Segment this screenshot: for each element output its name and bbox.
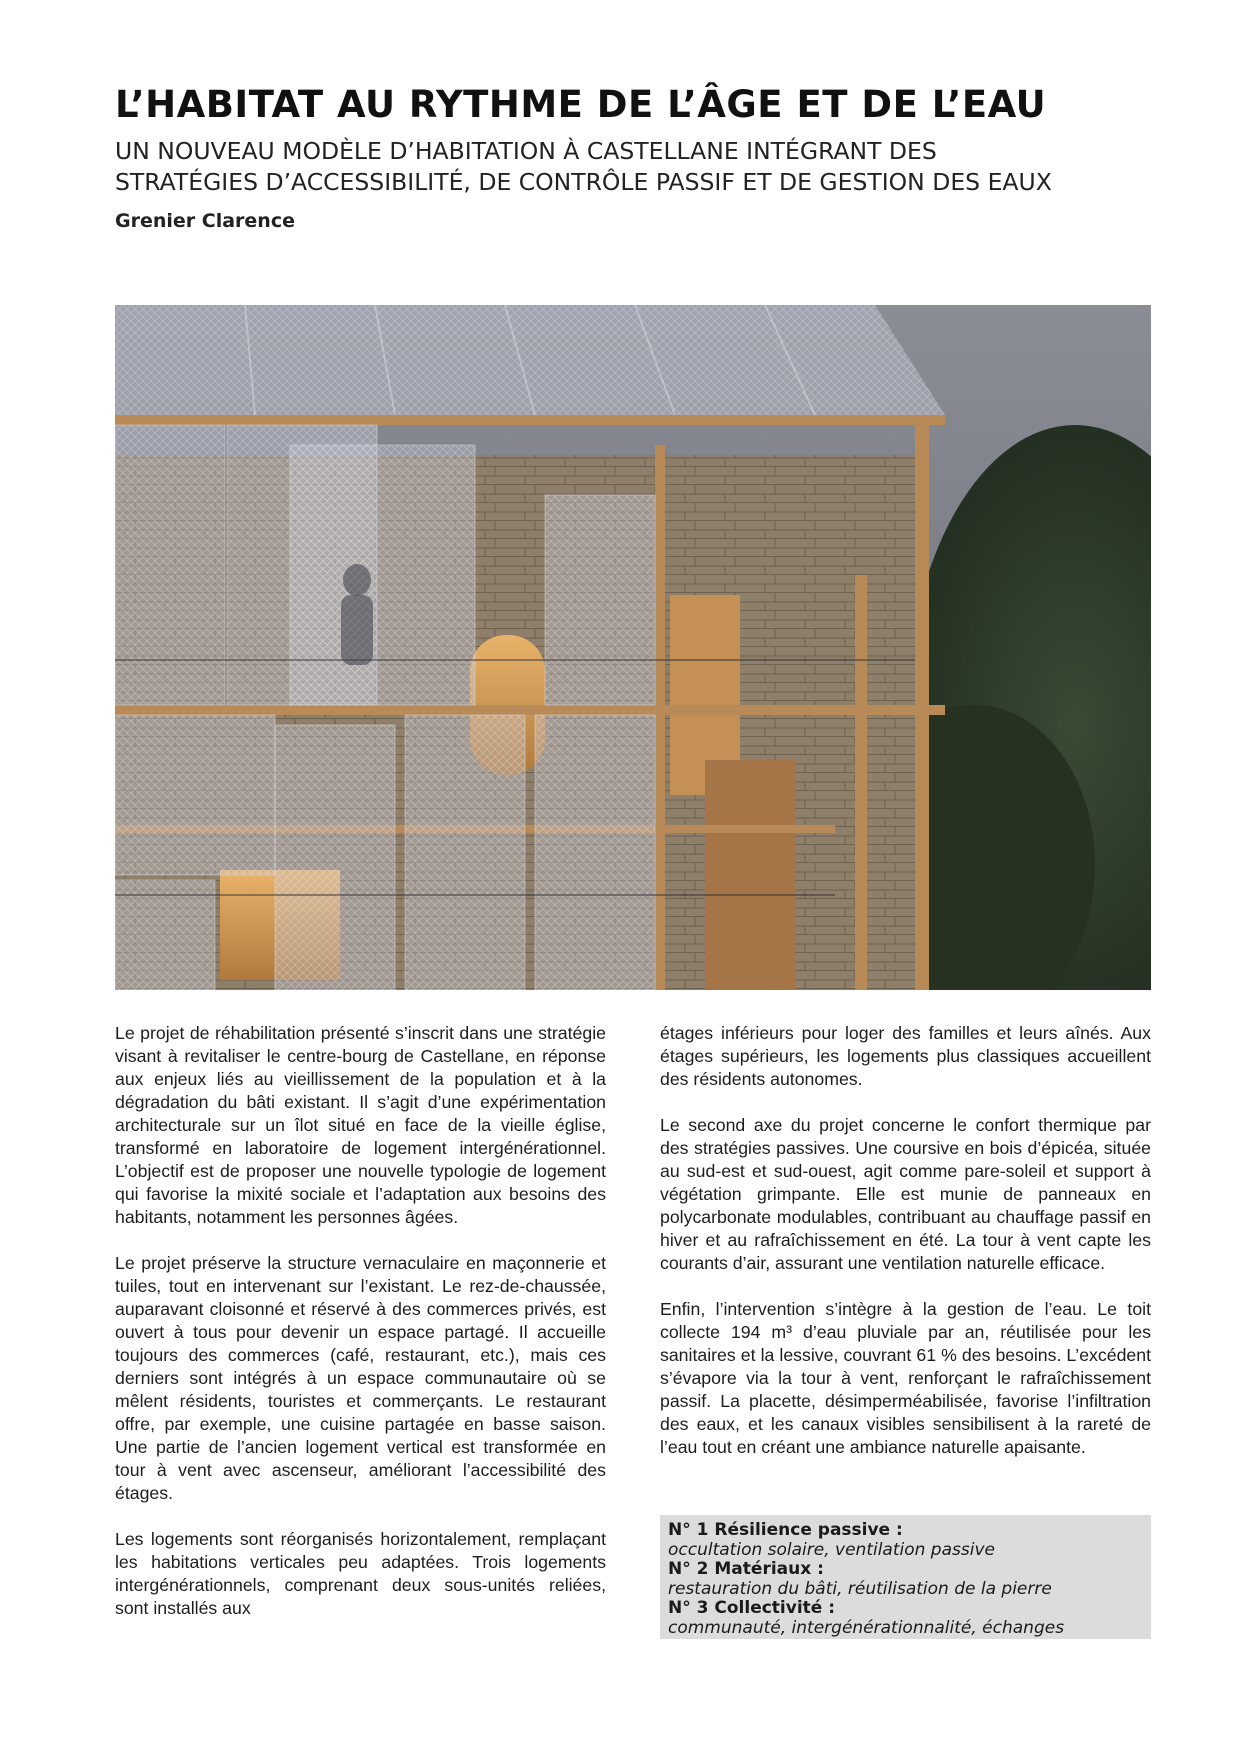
keyword-title: N° 2 Matériaux : (668, 1559, 824, 1579)
building-render-photo (115, 305, 1151, 990)
paragraph: Le second axe du projet concerne le confort thermique par des stratégies passives. Une coursive en bois d’épicéa, située au sud-est et sud-ouest, agit comme pare-soleil et support à végétation grimpante. Elle est munie de panneaux en polycarbonate modulables, contribuant au chauffage passif en hiver et au rafraîchissement en été. La tour à vent capte les courants d’air, assurant une ventilation naturelle efficace. (660, 1115, 1151, 1273)
article-subtitle (115, 136, 1175, 198)
paragraph: Les logements sont réorganisés horizontalement, remplaçant les habitations verticales peu adaptées. Trois logements intergénérationnels, comprenant deux sous-unités reliées, sont installés aux (115, 1529, 606, 1618)
keyword-description: communauté, intergénérationnalité, échanges (668, 1617, 1065, 1638)
body-column-right (660, 1022, 1151, 1459)
body-column-left (115, 1022, 606, 1620)
keyword-title: N° 1 Résilience passive : (668, 1520, 903, 1540)
paragraph: étages inférieurs pour loger des familles et leurs aînés. Aux étages supérieurs, les logements plus classiques accueillent des résidents autonomes. (660, 1023, 1151, 1089)
keyword-title: N° 3 Collectivité : (668, 1598, 836, 1618)
paragraph: Enfin, l’intervention s’intègre à la gestion de l’eau. Le toit collecte 194 m³ d’eau pluviale par an, réutilisée pour les sanitaires et la lessive, couvrant 61 % des besoins. L’excédent s’évapore via la tour à vent, renforçant le rafraîchissement passif. La placette, désimperméabilisée, favorise l’infiltration des eaux, et les canaux visibles sensibilisent à la rareté de l’eau tout en créant une ambiance naturelle apaisante. (660, 1299, 1151, 1457)
paragraph: Le projet de réhabilitation présenté s’inscrit dans une stratégie visant à revitaliser le centre-bourg de Castellane, en réponse aux enjeux liés au vieillissement de la population et à la dégradation du bâti existant. Il s’agit d’une expérimentation architecturale sur un îlot situé en face de la vieille église, transformé en laboratoire de logement intergénérationnel. L’objectif est de proposer une nouvelle typologie de logement qui favorise la mixité sociale et l’adaptation aux besoins des habitants, notamment les personnes âgées. (115, 1023, 606, 1227)
article-title: L’HABITAT AU RYTHME DE L’ÂGE ET DE L’EAU (115, 83, 1047, 126)
subtitle-line-2: STRATÉGIES D’ACCESSIBILITÉ, DE CONTRÔLE PASSIF ET DE GESTION DES EAUX (115, 168, 1052, 196)
author-name: Grenier Clarence (115, 210, 295, 232)
paragraph: Le projet préserve la structure vernaculaire en maçonnerie et tuiles, tout en intervenant sur l’existant. Le rez-de-chaussée, auparavant cloisonné et réservé à des commerces privés, est ouvert à tous pour devenir un espace partagé. Il accueille toujours des commerces (café, restaurant, etc.), mais ces derniers sont intégrés à un espace communautaire où se mêlent résidents, touristes et commerçants. Le restaurant offre, par exemple, une cuisine partagée en basse saison. Une partie de l’ancien logement vertical est transformée en tour à vent avec ascenseur, améliorant l’accessibilité des étages. (115, 1253, 606, 1503)
subtitle-line-1: UN NOUVEAU MODÈLE D’HABITATION À CASTELLANE INTÉGRANT DES (115, 137, 937, 165)
keyword-description: occultation solaire, ventilation passive (668, 1539, 995, 1560)
keyword-description: restauration du bâti, réutilisation de la pierre (668, 1578, 1052, 1599)
keywords-box (660, 1515, 1151, 1639)
